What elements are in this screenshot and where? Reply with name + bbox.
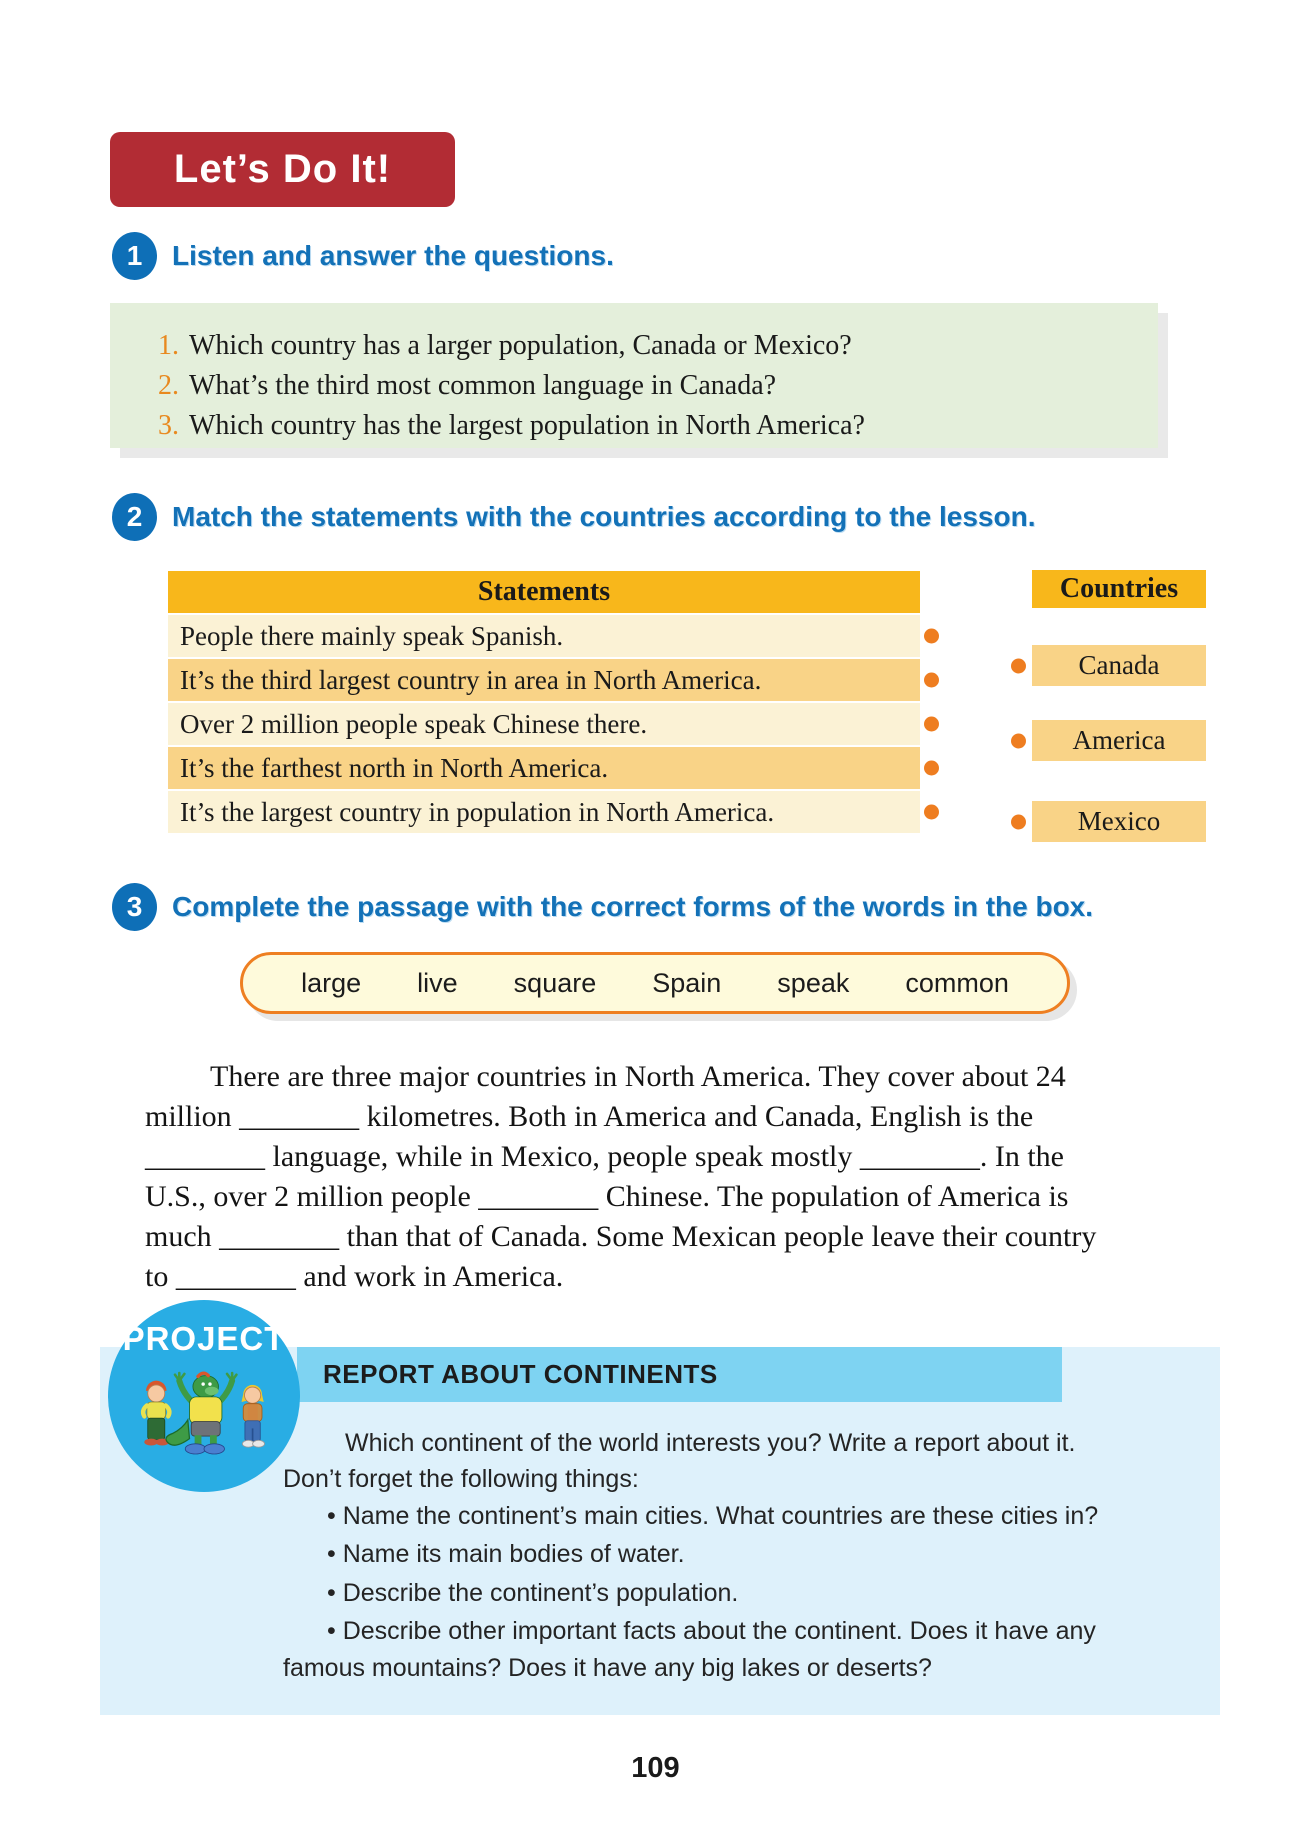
word-bank-word: square (513, 967, 597, 998)
question-text: Which country has a larger population, Canada or Mexico? (189, 330, 852, 361)
match-dot[interactable] (1011, 733, 1026, 748)
countries-column-header: Countries (1032, 570, 1206, 608)
question-item (158, 406, 1158, 446)
word-bank-word: Spain (652, 967, 722, 998)
exercise2-title: Match the statements with the countries according to the lesson. (172, 501, 1036, 532)
question-item (158, 326, 1158, 366)
exercise2-header (112, 493, 1035, 541)
exercise3-number-badge: 3 (112, 883, 157, 931)
statement-row (168, 791, 920, 833)
match-dot[interactable] (924, 761, 939, 776)
question-number: 3. (158, 410, 179, 441)
project-heading-bar (297, 1347, 1062, 1402)
project-badge-circle (108, 1300, 300, 1492)
exercise1-number-badge: 1 (112, 232, 157, 280)
word-bank-box (240, 952, 1070, 1014)
word-bank-word: common (905, 967, 1009, 998)
word-bank-word: live (417, 967, 458, 998)
passage-line: U.S., over 2 million people ________ Chinese. The population of America is (145, 1180, 1069, 1213)
country-box-mexico[interactable] (1032, 801, 1206, 842)
statements-column-header: Statements (168, 571, 920, 613)
project-heading: REPORT ABOUT CONTINENTS (323, 1359, 718, 1389)
match-dot[interactable] (924, 717, 939, 732)
project-intro-line: Which continent of the world interests you? Write a report about it. (345, 1429, 1076, 1457)
exercise1-title: Listen and answer the questions. (172, 240, 614, 271)
exercise1-header (112, 232, 614, 280)
project-bullet-wrap-line: famous mountains? Does it have any big lakes or deserts? (283, 1654, 932, 1682)
question-text: Which country has the largest population in North America? (189, 410, 865, 441)
project-bullet-line: • Describe other important facts about the continent. Does it have any (327, 1617, 1096, 1645)
statement-row (168, 703, 920, 745)
statement-row (168, 615, 920, 657)
banner-label: Let’s Do It! (173, 147, 392, 191)
match-dot[interactable] (924, 629, 939, 644)
country-label: Canada (1078, 650, 1160, 680)
exercise3-header (112, 883, 1093, 931)
statement-text: It’s the third largest country in area in North America. (180, 664, 762, 695)
countries-column (1032, 570, 1206, 860)
page-number: 109 (631, 1752, 680, 1784)
statement-row (168, 747, 920, 789)
passage-line: There are three major countries in North America. They cover about 24 (210, 1060, 1066, 1093)
match-dot[interactable] (924, 673, 939, 688)
project-bullet-line: • Name its main bodies of water. (327, 1540, 685, 1568)
match-dot[interactable] (1011, 658, 1026, 673)
match-dot[interactable] (924, 805, 939, 820)
statements-table (168, 571, 920, 833)
statement-row (168, 659, 920, 701)
project-intro-line: Don’t forget the following things: (283, 1465, 639, 1493)
statement-text: Over 2 million people speak Chinese there. (180, 708, 648, 739)
statement-text: It’s the largest country in population in North America. (180, 796, 775, 827)
country-box-america[interactable] (1032, 720, 1206, 761)
exercise3-title: Complete the passage with the correct forms of the words in the box. (172, 891, 1094, 922)
passage-line: million ________ kilometres. Both in America and Canada, English is the (145, 1100, 1034, 1133)
exercise1-questions-box (110, 303, 1158, 448)
question-item (158, 366, 1158, 406)
country-label: Mexico (1077, 806, 1161, 836)
word-bank-word: large (301, 967, 362, 998)
question-number: 2. (158, 370, 179, 401)
question-number: 1. (158, 330, 179, 361)
statement-text: It’s the farthest north in North America. (180, 752, 609, 783)
project-bullet-line: • Describe the continent’s population. (327, 1579, 739, 1607)
exercise2-number-badge: 2 (112, 493, 157, 541)
country-box-canada[interactable] (1032, 645, 1206, 686)
project-kids-illustration (123, 1360, 285, 1467)
passage-line: to ________ and work in America. (145, 1260, 564, 1293)
statement-text: People there mainly speak Spanish. (180, 620, 564, 651)
passage-line: much ________ than that of Canada. Some Mexican people leave their country (145, 1220, 1097, 1253)
match-dot[interactable] (1011, 814, 1026, 829)
project-bullet-line: • Name the continent’s main cities. What countries are these cities in? (327, 1502, 1099, 1530)
country-label: America (1072, 725, 1166, 755)
project-badge-label: PROJECT (122, 1320, 286, 1357)
passage-line: ________ language, while in Mexico, people speak mostly ________. In the (145, 1140, 1064, 1173)
lets-do-it-banner (110, 132, 455, 207)
question-text: What’s the third most common language in Canada? (189, 370, 777, 401)
word-bank-word: speak (777, 967, 850, 998)
